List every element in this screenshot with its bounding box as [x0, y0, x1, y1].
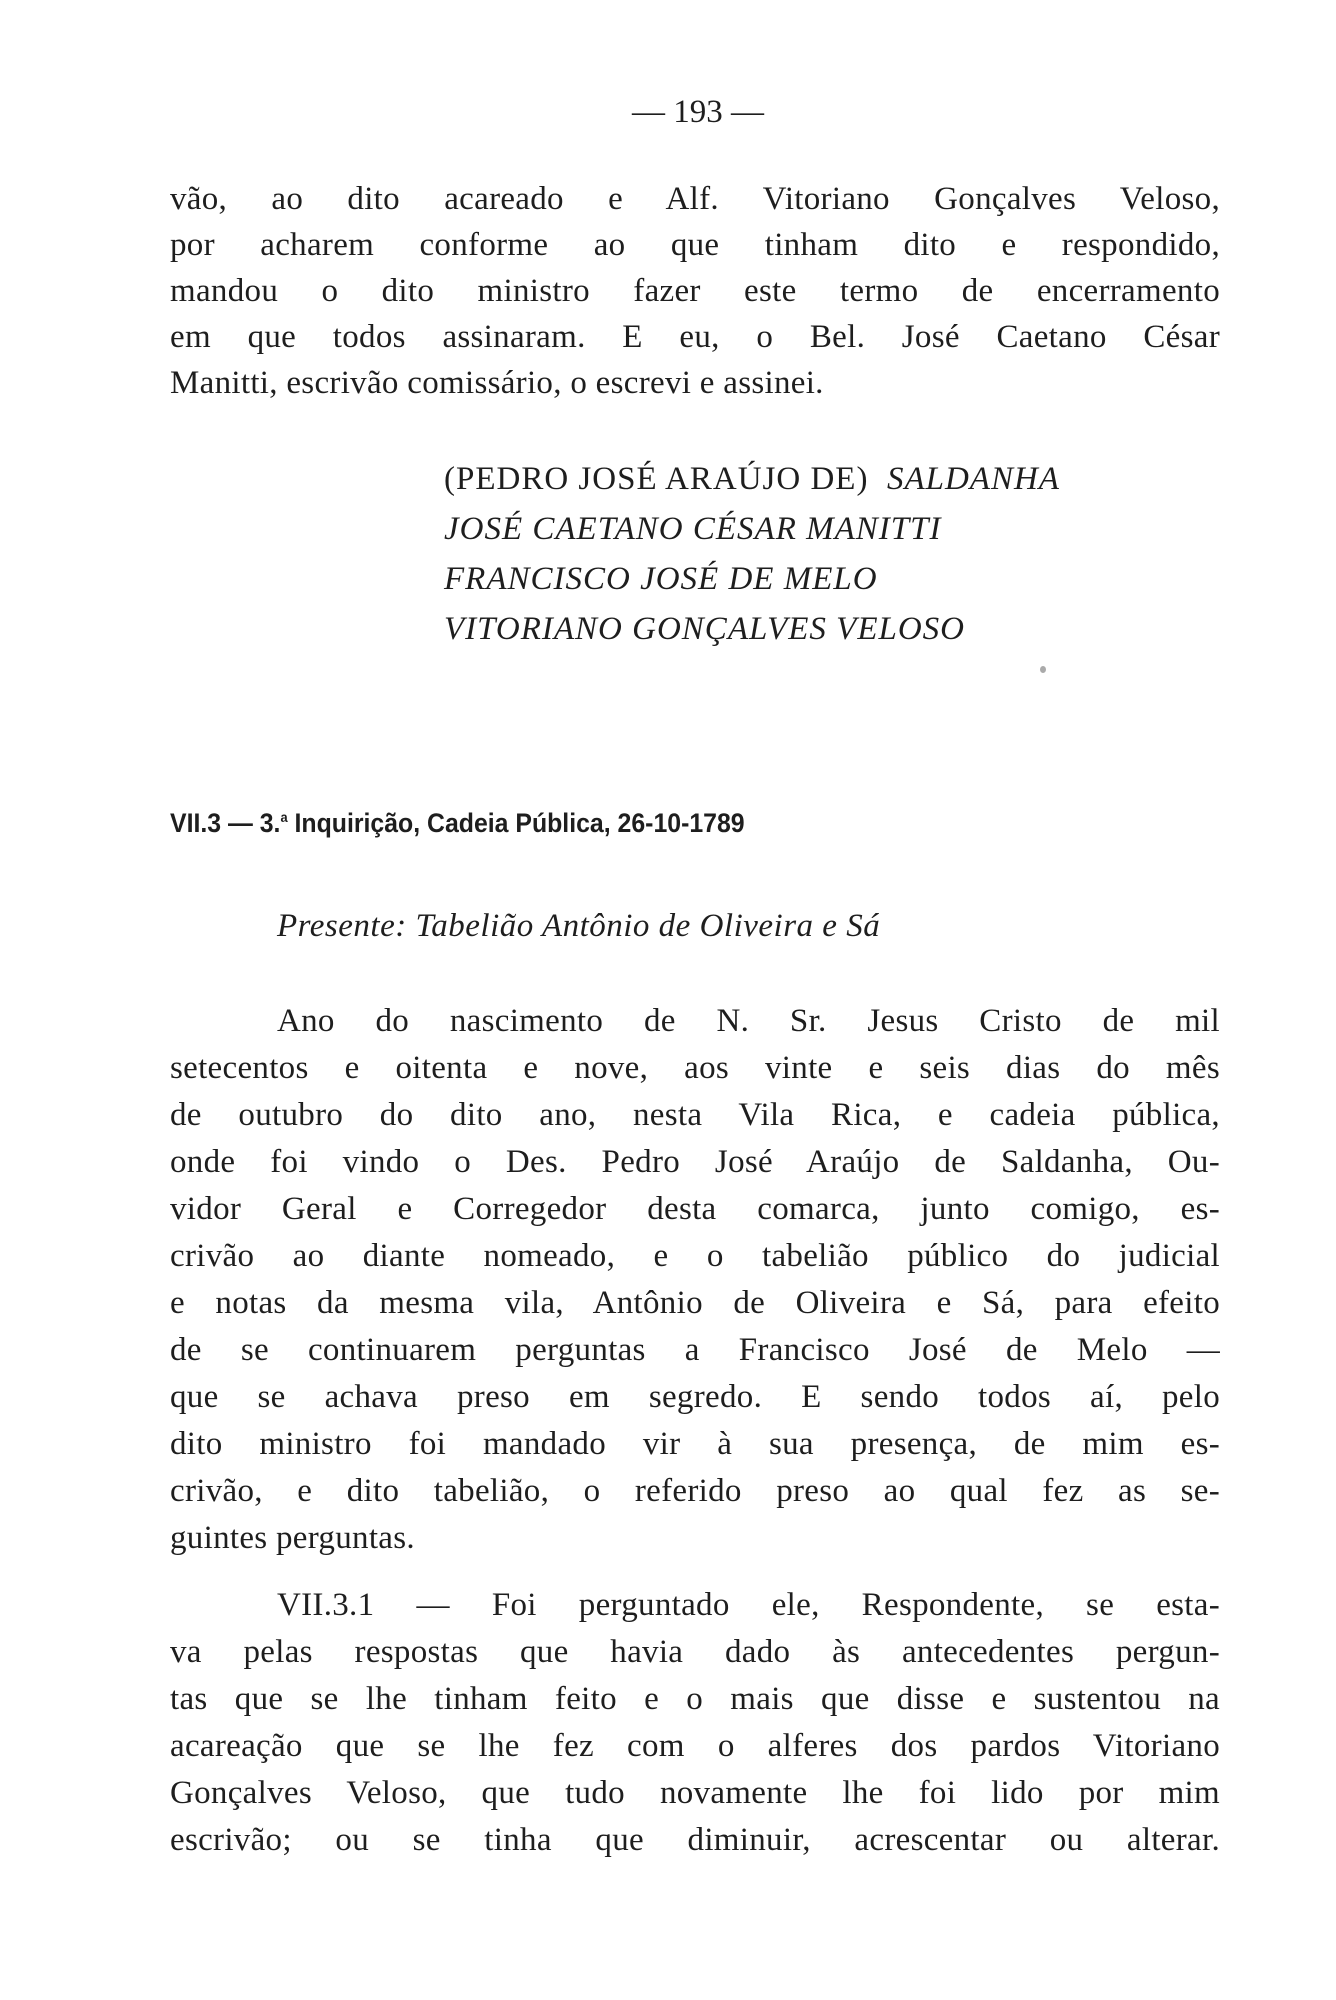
section-heading — [170, 808, 745, 839]
text-line: em que todos assinaram. E eu, o Bel. José Caetano César — [170, 319, 1220, 355]
text-line: VII.3.1 — Foi perguntado ele, Respondente, se esta- — [277, 1587, 1220, 1623]
text-line: por acharem conforme ao que tinham dito e respondido, — [170, 227, 1220, 263]
text-line: escrivão; ou se tinha que diminuir, acrescentar ou alterar. — [170, 1822, 1220, 1858]
text-line: Manitti, escrivão comissário, o escrevi e assinei. — [170, 365, 824, 401]
signature-prefix: (PEDRO JOSÉ ARAÚJO DE) — [444, 461, 869, 497]
signature-manitti — [444, 506, 941, 552]
text-line: e notas da mesma vila, Antônio de Oliveira e Sá, para efeito — [170, 1285, 1220, 1321]
text-line: vão, ao dito acareado e Alf. Vitoriano Gonçalves Veloso, — [170, 181, 1220, 217]
presente-line: Presente: Tabelião Antônio de Oliveira e Sá — [277, 908, 881, 944]
signature-name: VITORIANO GONÇALVES VELOSO — [444, 611, 965, 647]
signature-name: FRANCISCO JOSÉ DE MELO — [444, 561, 878, 597]
signature-name: JOSÉ CAETANO CÉSAR MANITTI — [444, 511, 942, 547]
text-line: acareação que se lhe fez com o alferes dos pardos Vitoriano — [170, 1728, 1220, 1764]
text-line: crivão, e dito tabelião, o referido preso ao qual fez as se- — [170, 1473, 1220, 1509]
text-line: crivão ao diante nomeado, e o tabelião público do judicial — [170, 1238, 1220, 1274]
text-line: vidor Geral e Corregedor desta comarca, junto comigo, es- — [170, 1191, 1220, 1227]
text-line: setecentos e oitenta e nove, aos vinte e seis dias do mês — [170, 1050, 1220, 1086]
text-line: de outubro do dito ano, nesta Vila Rica, e cadeia pública, — [170, 1097, 1220, 1133]
text-line: dito ministro foi mandado vir à sua presença, de mim es- — [170, 1426, 1220, 1462]
text-line: que se achava preso em segredo. E sendo todos aí, pelo — [170, 1379, 1220, 1415]
signature-melo — [444, 556, 878, 602]
text-line: va pelas respostas que havia dado às antecedentes pergun- — [170, 1634, 1220, 1670]
section-title: Inquirição, Cadeia Pública, 26-10-1789 — [287, 808, 745, 838]
page-number-text: — 193 — — [632, 94, 764, 130]
text-line: Ano do nascimento de N. Sr. Jesus Cristo de mil — [277, 1003, 1220, 1039]
signature-veloso — [444, 606, 965, 652]
section-number: VII.3 — 3. — [170, 808, 281, 838]
text-line: de se continuarem perguntas a Francisco José de Melo — — [170, 1332, 1220, 1368]
text-line: Gonçalves Veloso, que tudo novamente lhe foi lido por mim — [170, 1775, 1220, 1811]
ordinal-marker: a — [280, 809, 288, 825]
text-line: onde foi vindo o Des. Pedro José Araújo de Saldanha, Ou- — [170, 1144, 1220, 1180]
ink-speck — [1040, 666, 1046, 673]
signature-surname: SALDANHA — [886, 461, 1060, 497]
signature-saldanha — [444, 456, 1060, 502]
text-line: guintes perguntas. — [170, 1520, 415, 1556]
text-line: mandou o dito ministro fazer este termo de encerramento — [170, 273, 1220, 309]
text-line: tas que se lhe tinham feito e o mais que disse e sustentou na — [170, 1681, 1220, 1717]
